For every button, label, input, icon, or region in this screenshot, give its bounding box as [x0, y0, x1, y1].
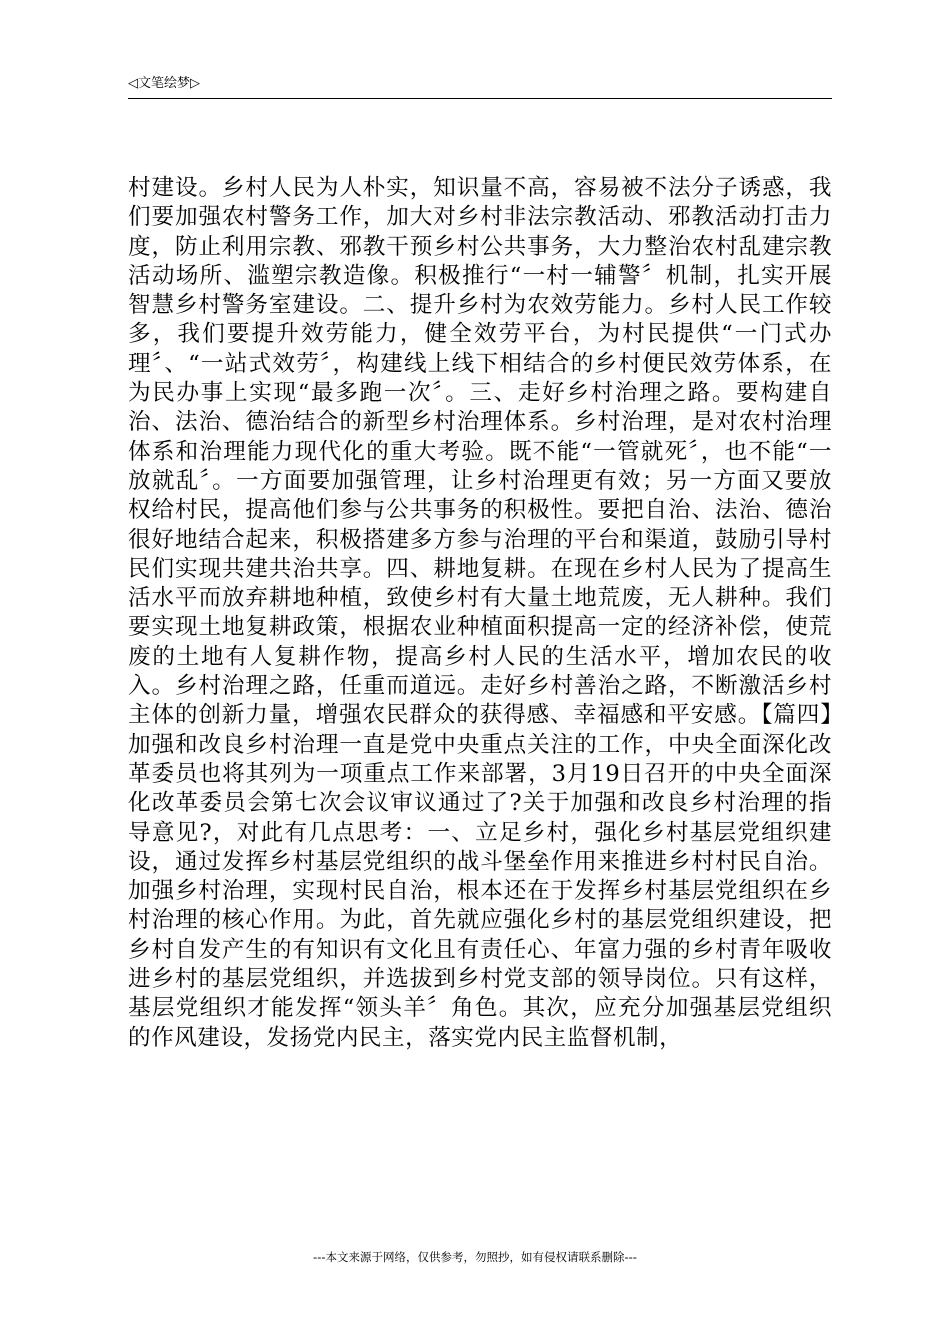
page-header	[128, 76, 832, 99]
footer-notice: ---本文来源于网络，仅供参考，勿照抄，如有侵权请联系删除---	[313, 1250, 637, 1264]
document-body: 村建设。乡村人民为人朴实，知识量不高，容易被不法分子诱惑，我们要加强农村警务工作，加大对乡村非法宗教活动、邪教活动打击力度，防止利用宗教、邪教干预乡村公共事务，大力整治农村乱建宗教活动场所、滥塑宗教造像。积极推行“一村一辅警〞机制，扎实开展智慧乡村警务室建设。二、提升乡村为农效劳能力。乡村人民工作较多，我们要提升效劳能力，健全效劳平台，为村民提供“一门式办理〞、“一站式效劳〞，构建线上线下相结合的乡村便民效劳体系，在为民办事上实现“最多跑一次〞。三、走好乡村治理之路。要构建自治、法治、德治结合的新型乡村治理体系。乡村治理，是对农村治理体系和治理能力现代化的重大考验。既不能“一管就死〞，也不能“一放就乱〞。一方面要加强管理，让乡村治理更有效；另一方面又要放权给村民，提高他们参与公共事务的积极性。要把自治、法治、德治很好地结合起来，积极搭建多方参与治理的平台和渠道，鼓励引导村民们实现共建共治共享。四、耕地复耕。在现在乡村人民为了提高生活水平而放弃耕地种植，致使乡村有大量土地荒废，无人耕种。我们要实现土地复耕政策，根据农业种植面积提高一定的经济补偿，使荒废的土地有人复耕作物，提高乡村人民的生活水平，增加农民的收入。乡村治理之路，任重而道远。走好乡村善治之路，不断激活乡村主体的创新力量，增强农民群众的获得感、幸福感和平安感。【篇四】加强和改良乡村治理一直是党中央重点关注的工作，中央全面深化改革委员也将其列为一项重点工作来部署，3月19日召开的中央全面深化改革委员会第七次会议审议通过了?关于加强和改良乡村治理的指导意见?，对此有几点思考：一、立足乡村，强化乡村基层党组织建设，通过发挥乡村基层党组织的战斗堡垒作用来推进乡村村民自治。加强乡村治理，实现村民自治，根本还在于发挥乡村基层党组织在乡村治理的核心作用。为此，首先就应强化乡村的基层党组织建设，把乡村自发产生的有知识有文化且有责任心、年富力强的乡村青年吸收进乡村的基层党组织，并选拔到乡村党支部的领导岗位。只有这样，基层党组织才能发挥“领头羊〞角色。其次，应充分加强基层党组织的作风建设，发扬党内民主，落实党内民主监督机制，	[128, 175, 832, 1051]
header-title: ◁文笔绘梦▷	[128, 76, 200, 91]
